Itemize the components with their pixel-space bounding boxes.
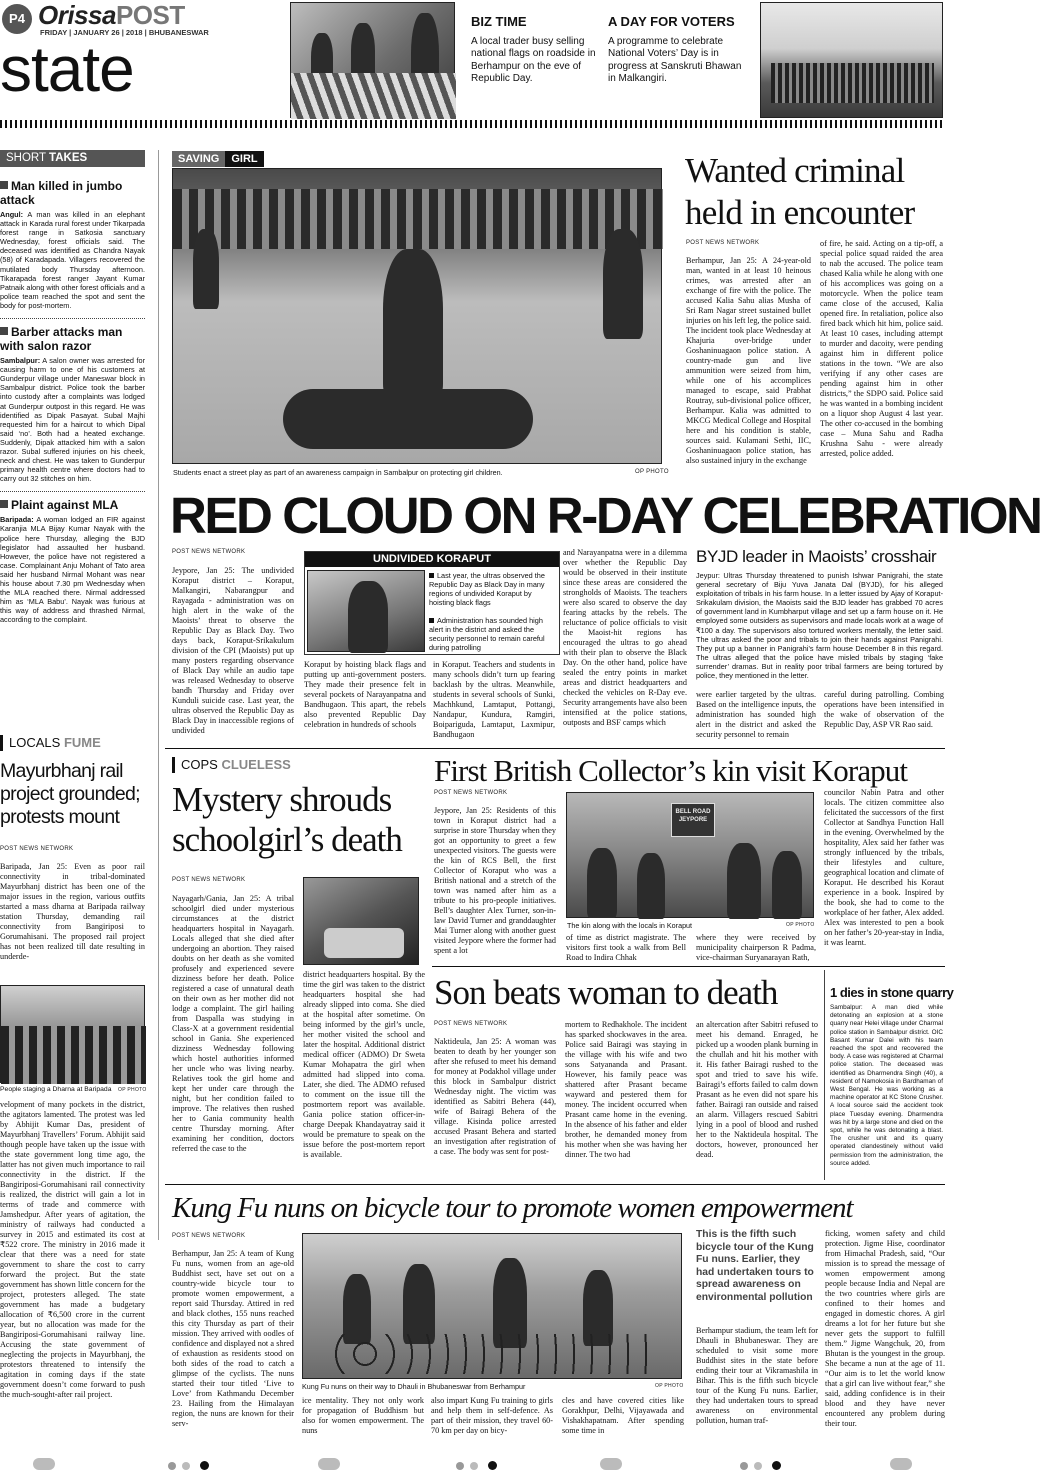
locals-fume-lead: Baripada, Jan 25: Even as poor rail connectivity in tribal-dominated Mayurbhanj district has been one of the major issues in the region, various outfits started a mass dharna at Baripada railway station Thursday, demanding rail connectivity from Bangiriposi to Gorumahisani. The proposed rail project has not been realized till date resulting in underde- (0, 862, 145, 961)
street-play-photo (172, 168, 662, 464)
bullet-square-icon (0, 181, 8, 189)
box-title: UNDIVIDED KORAPUT (305, 552, 559, 567)
hospital-photo (303, 877, 419, 965)
short-take-3-place: Baripada: (0, 515, 34, 525)
cops-byline: POST NEWS NETWORK (172, 877, 246, 883)
short-take-1-body (0, 210, 145, 310)
girl-label: GIRL (225, 151, 263, 167)
red-cloud-col-4: and Narayanpatna were in a dilemma over whether the Republic Day would be observed in their institute since these areas are considered the strongholds of Maoists. The teachers were also scared to observe the day fearing attacks by the rebels. The reluctance of police officials to visit the Maoist-hit regions has encouraged the ultras to go ahead with their plan to observe the Black Day. On the other hand, police have sealed the entry points in market areas and district headquarters and checked the vehicles on R-Day eve. Security arrangements have also been intensified at the police stations, outposts and BSF camps which (563, 548, 687, 727)
short-take-3-head: Plaint against MLA (11, 498, 119, 513)
brand-orissa: Orissa (38, 0, 116, 30)
collector-byline: POST NEWS NETWORK (434, 790, 508, 796)
quarry-headline: 1 dies in stone quarry (830, 985, 954, 1000)
nuns-credit: OP PHOTO (655, 1383, 684, 1389)
teaser-biz-time-title: BIZ TIME (471, 14, 527, 29)
box-bullet-1-text: Last year, the ultras observed the Republic Day as Black Day in many regions of undivided Koraput by hoisting black flags (429, 571, 545, 608)
red-cloud-col-1: Jeypore, Jan 25: The undivided Koraput district – Koraput, Malkangiri, Nabarangpur and Rayagada - administration was on high alert in the wake of the Maoists’ threat to observe the Republic Day as Black Day. Two days back, Koraput-Srikakulum division of the CPI (Maoists) put up many posters regarding observance of Black Day while an audio tape was released Wednesday to observe bandh Thursday and Friday over Kunduli suicide case. Last year, the ultras observed the Republic Day as Black Day in inaccessible regions of undivided (172, 566, 294, 735)
kungfu-pull-quote: This is the fifth such bicycle tour of the Kung Fu nuns. Earlier, they had undertaken tours to spread awareness on environmental pollution (696, 1229, 814, 1303)
cops-headline: Mystery shrouds schoolgirl’s death (172, 780, 402, 859)
wanted-col-1: Berhampur, Jan 25: A 24-year-old man, wanted in at least 10 heinous crimes, was arrested after an exchange of fire with the police. The accused Kalia Sahu alias Musha of Sri Ram Nagar street sustained bullet injuries on his left leg, the police said. The incident took place Wednesday at Khajuria over-bridge under Goshaninuagaon police station. A country-made gun and live ammunition were seized from him, while one of his accomplices managed to escape, said Prabhat Routray, sub-divisional police officer, Berhampur. Kalia was admitted to MKCG Medical College and Hospital here and his condition is stable, sources said. Kulamani Sethi, IIC, Goshaninuagaon police station, has also sustained injury in the exchange (686, 256, 811, 465)
locals-label: LOCALS (9, 735, 61, 750)
dharna-caption: People staging a Dharna at Baripada (0, 1086, 112, 1093)
short-take-1-head: Man killed in jumbo attack (0, 179, 123, 207)
kungfu-col-3: Berhampur stadium, the team left for Dhauli in Bhubaneswar. They are scheduled to visit some more Buddhist sites in the state before ending their tour at Vikramashila in Bihar. This is the fifth such bicycle tour of the Kung Fu nuns. Earlier, they had undertaken tours to spread awareness on environmental pollution, human traf- (696, 1326, 818, 1425)
bell-road-sign: BELL ROAD JEYPORE (671, 803, 715, 837)
short-take-2-headline (0, 325, 145, 353)
masthead-divider (0, 120, 945, 128)
byjd-lead: Jeypur: Ultras Thursday threatened to punish Ishwar Panigrahi, the state general secretary of Biju Yuva Janata Dal (BYJD), for his alleged exploitation of tribals in his farm house. In a letter issued by Ajay of Koraput-Srikakulam division, the Maoists said the BJD leader has grabbed 70 acres of government land in Kumbharput village and set up a farm house on it. He employed some outsiders as supervisors and made locals work at a wage of ₹100 a day. The supervisors also tortured workers mentally, the letter said. The ultras asked the poor and tribals to join their hands against Panigrahi. They put up a banner in Panigrahi’s farm house December 8 in this regard. The ultras alleged that the police have misled tribals by staging ‘fake surrender’ dramas. But in reality poor tribal farmers are being tortured by police, they mentioned in the letter. (696, 571, 943, 681)
bullet-square-icon (0, 500, 8, 508)
short-label: SHORT (6, 152, 46, 164)
maoist-photo (307, 570, 425, 652)
collector-col-2b: where they were received by municipality chairperson R Padma, vice-chairman Suryanarayan Rath, (696, 933, 816, 962)
son-beats-byline: POST NEWS NETWORK (434, 1021, 508, 1027)
takes-label: TAKES (49, 152, 88, 164)
short-take-3-text: A woman lodged an FIR against Karanjia MLA Bijay Kumar Nayak with the police here Thursday, alleging the BJD legislator had assaulted her husband. However, the police have not registered a case. Complainant Anju Mohant of Tato area said her husband Nirmal Mohant was near his house about 7.30 pm Wednesday when the MLA reached there. Nirmal addressed him as ‘MLA Babu’. Nayak was furious at this way of address and thrashed Nirmal, according to the complaint. (0, 515, 145, 625)
street-play-credit: OP PHOTO (635, 469, 669, 475)
kungfu-headline: Kung Fu nuns on bicycle tour to promote women empowerment (172, 1192, 853, 1224)
nuns-caption: Kung Fu nuns on their way to Dhauli in Bhubaneswar from Berhampur (302, 1382, 526, 1391)
byjd-headline: BYJD leader in Maoists’ crosshair (696, 547, 937, 566)
bullet-square-icon (0, 327, 8, 335)
box-bullet-2-text: Administration has sounded high alert in the district and asked the security personnel to remain careful during patrolling (429, 616, 545, 653)
undivided-koraput-box (304, 551, 560, 655)
short-take-1-text: A man was killed in an elephant attack in Karada rural forest under Tikarpada forest range in Satkosia sanctuary Wednesday, forest officials said. The deceased was identified as Chandra Nayak (58) of Karadapada. Villagers recovered the mutilated body Thursday afternoon. Tikarapada forest ranger Jayant Kumar Patnaik along with other forest officials and a police team reached the spot and sent the body for post-mortem. (0, 210, 145, 310)
red-cloud-byline: POST NEWS NETWORK (172, 549, 246, 555)
wanted-col-2: of fire, he said. Acting on a tip-off, a special police squad raided the area to nab the accused. The police team chased Kalia while he along with one of his accomplices was going on a motorcycle. When the police team came close of the accused, Kalia opened fire. In retaliation, police also fired back which hit him, police said. At least 10 cases, including attempt to murder and dacoity, were pending against him in different police stations in the town. “We are also verifying if any other cases are pending against him in other districts,” the SDPO said. Police said he was wanted in a bombing incident on a liquor shop August 4 last year. The other co-accused in the bombing case – Muna Sahu and Radha Krushna Sahu - were already arrested, police added. (820, 239, 943, 458)
masthead (0, 0, 945, 118)
short-take-2-text: A salon owner was arrested for causing harm to one of his customers at Gunderpur village under Maneswar block in Sambalpur district. Police took the barber into custody after a complaints was lodged at Gunderpur outpost in this regard. He was identified as Dipak Pasayat. Subal Majhi requested him for a haircut to which Dipal said ‘no’. Both had a heated exchange. Suddenly, Dipak attacked him with a salon razor. Subal suffered injuries on his cheek, neck and chest. He was taken to Gunderpur primary health centre where doctors had to carry out 32 stitches on him. (0, 356, 145, 484)
collector-col-1: Jeypore, Jan 25: Residents of this town in Koraput district had a surprise in store Thursday when they got an opportunity to greet a few unexpected visitors. The guests were the kin of RCS Bell, the first Collector of Koraput who was a British national and a stretch of the town was named after him as a tribute to his pro-people initiatives. Bell’s daughter Alex Turner, son-in-law David Turner and granddaughter Mai Turner along with another guest visited Jeypore where the former had spent a lot (434, 806, 556, 955)
son-beats-headline: Son beats woman to death (434, 973, 778, 1012)
box-bullet-1 (429, 571, 558, 607)
voters-day-photo (760, 2, 943, 118)
kungfu-col-1: Berhampur, Jan 25: A team of Kung Fu nuns, women from an age-old Buddhist sect, have set out on a country-wide bicycle tour to promote women empowerment, a report said Thursday. Attired in red and black clothes, 155 nuns reached this city Thursday as part of their mission. They arrived with oodles of confidence and displayed not a shred of exhaustion as residents stood on both sides of the road to catch a glimpse of the cyclists. The nuns started their tour titled ‘Live to Love’ from Kathmandu December 23. Hailing from the Himalayan region, the nuns are known for their serv- (172, 1249, 294, 1428)
saving-girl-tag (172, 151, 264, 167)
locals-fume-byline: POST NEWS NETWORK (0, 846, 74, 852)
collector-col-2a: of time as district magistrate. The visitors first took a walk from Bell Road to Indira Chhak (566, 933, 686, 962)
dateline: FRIDAY | JANUARY 26 | 2018 | BHUBANESWAR (40, 28, 209, 37)
koraput-kin-credit: OP PHOTO (786, 922, 815, 928)
registration-marks (0, 1452, 945, 1479)
locals-fume-tag (0, 735, 145, 751)
street-play-caption: Students enact a street play as part of an awareness campaign in Sambalpur on protecting girl children. (173, 468, 503, 477)
koraput-kin-caption: The kin along with the locals in Koraput (567, 921, 693, 930)
son-beats-col-1: Naktideula, Jan 25: A woman was beaten to death by her younger son after she refused to meet his demand for money at Podakhol village under this block in Sambalpur district Wednesday night. The victim was identified as Sabitri Behera (44), wife of Bairagi Behera of the village. Kisinda police arrested accused Prasant Behera and started an investigation after registration of a case. The body was sent for post- (434, 1037, 556, 1156)
clueless-label: CLUELESS (221, 757, 291, 772)
short-take-2-place: Sambalpur: (0, 356, 41, 366)
cops-label: COPS (181, 757, 218, 772)
short-takes-column (0, 150, 145, 720)
son-beats-col-2: mortem to Redhakhole. The incident has sparked shockwaves in the area. Police said Bairagi was staying in the village with his wife and two sons Satyananda and Prasant. However, his family peace was shattered after Prasant became wayward and pestered them for money. The incident occurred when Prasant came home in the evening. In the absence of his father and elder brother, he demanded money from his mother when she was having her dinner. The two had (565, 1020, 687, 1159)
short-take-3-body (0, 515, 145, 624)
cops-col-1: Nayagarh/Gania, Jan 25: A tribal schoolgirl died under mysterious circumstances at the district headquarters hospital in Nayagarh. Locals alleged that she died after undergoing an abortion. They raised doubts on her death as she vomited profusely and experienced severe dizziness before her death. Police registered a case of unnatural death on their own as her mother did not lodge a complaint. The girl hailing from Daspalla was studying in Class-X at a government residential school in Gania. She experienced dizziness Wednesday following which hostel authorities informed her uncle who was living nearby. Relatives took the girl home and kept her under care through the night, but her condition failed to improve. The relatives then rushed her to Gania community health centre Thursday morning. After examining her condition, doctors referred the case to the (172, 894, 294, 1153)
short-takes-label (0, 150, 145, 167)
short-take-2-body (0, 356, 145, 483)
short-take-2-head: Barber attacks man with salon razor (0, 325, 123, 354)
locals-fume-cont: velopment of many pockets in the district, the agitators lamented. The protest was led by Abhijit Kumar Das, president of Mayurbhanj Travellers’ Forum. Abhijit said though people have taken up the issue with the state government long time ago, the latter has not given much importance to rail connectivity in the district. If the Bangiriposi-Gorumahisani rail connectivity is realized, the district will gain a lot in terms of trade and commerce with Jamshedpur. After years of agitation, the ministry of railways had conducted a survey in 2015 and estimated its cost at ₹522 crore. The ministry in 2016 made it clear that there was a need for state government to share the cost to carry forward the project. But the state government has shown little concern for the project, protesters alleged. The state government has made a budgetary allocation of ₹6,500 crore in the current year, but no allocation was made for the Bangiriposi-Gorumahisani railway line. Accusing the state government of neglecting the projects in Mayurbhanj, the protestors threatened to intensify the agitation in coming days if the state government doesn’t come forward to push the much-sought-after rail project. (0, 1100, 145, 1399)
son-beats-col-3: an altercation after Sabitri refused to meet his demand. Enraged, he picked up a wooden plank burning in the chullah and hit his mother with it. His father Bairagi rushed to the spot and tried to save his wife. Bairagi’s efforts failed to calm down Prasant as he even did not spare his father. Bairagi ran outside and raised an alarm. Villagers rescued Sabitri lying in a pool of blood and rushed her to the Naktideula hospital. The doctors, however, pronounced her dead. (696, 1020, 818, 1159)
page-tag: P4 (2, 4, 32, 34)
kungfu-col-2a: ice mentality. They not only work for propagation of Buddhism but also for women empowerment. The nuns (302, 1396, 424, 1435)
short-take-3-headline (0, 498, 145, 512)
collector-col-3: councilor Nabin Patra and other locals. The citizen committee also felicitated the successors of the first Collector at Sandhya Function Hall in the evening. Overwhelmed by the hospitality, Alex said her father was strongly influenced by the tribals, their lifestyles and culture, geographical location and climate of Koraput. He described his Koraut experience in a book. Inspired by the book, she had to come to the workplace of her father, Alex added. Alex was interested to pen a book on her father’s 20-year-stay in India, it was learnt. (824, 788, 944, 947)
section-title: state (0, 33, 134, 105)
cops-col-2: district headquarters hospital. By the time the girl was taken to the district headquarters hospital she had already slipped into coma. She died at the hospital after sometime. On being informed by the girl’s uncle, her mother visited the school and later the hospital. Additional district medical officer (ADMO) Dr Sweta Kumar Mohapatra the girl when admitted had slipped into coma. Later, she died. The ADMO refused to comment on the issue till the postmortem report was available. Gania police station officer-in-charge Deepak Khandayatray said it would be premature to speak on the issue before the post-mortem report is available. (303, 970, 425, 1159)
saving-label: SAVING (172, 151, 225, 167)
kungfu-col-4: ficking, women safety and child protection. Jigme Hise, coordinator from Himachal Pradesh, said, “Our mission is to spread the message of women empowerment among people because India and Nepal are the two countries where girls are confined to their homes and engaged in domestic chores. A girl dreams a lot for her future but she never gets the support to fulfill them.” Jigme Wangchuk, 20, from Bhutan is the youngest in the group. She became a nun at the age of 11. “Our aim is to let the world know that a girl can live without fear,” she said, adding confidence is in their blood and they have never encountered any problem during their tour. (825, 1229, 945, 1428)
wanted-byline: POST NEWS NETWORK (686, 240, 760, 246)
box-bullet-2 (429, 616, 558, 652)
short-take-1-headline (0, 179, 145, 207)
brand-logo (38, 0, 185, 31)
kungfu-byline: POST NEWS NETWORK (172, 1233, 246, 1239)
short-take-1-place: Angul: (0, 210, 24, 219)
koraput-kin-photo (566, 792, 814, 918)
red-cloud-col-2: Koraput by hoisting black flags and putting up anti-government posters. They made their presence felt in several pockets of Narayanpatna and Bandhugaon. This apart, the rebels also prevented Republic Day celebration in hundreds of schools (304, 660, 426, 729)
teaser-voters-title: A DAY FOR VOTERS (608, 14, 735, 29)
brand-post: POST (115, 0, 185, 30)
red-cloud-headline: RED CLOUD ON R-DAY CELEBRATION (170, 487, 1041, 544)
nuns-cycling-photo (302, 1233, 682, 1379)
wanted-headline: Wanted criminal held in encounter (685, 151, 915, 232)
dharna-photo (0, 985, 145, 1083)
red-cloud-col-3: in Koraput. Teachers and students in many schools didn’t turn up fearing backlash by the ultras. Meanwhile, students in several schools of Sunki, Machhkund, Lamtaput, Pottangi, Nandapur, Kundura, Ramgiri, Boipariguda, Lamtaput, Laxmipur, Bandhugaon (433, 660, 555, 739)
teaser-biz-time-text: A local trader busy selling national flags on roadside in Berhampur on the eve of Republic Day. (471, 36, 596, 84)
cops-tag (172, 757, 412, 773)
fume-label: FUME (63, 735, 101, 750)
kungfu-col-2b: also impart Kung Fu training to girls and help them in self-defence. As part of their mission, they travel 60-70 km per day on bicy- (431, 1396, 553, 1435)
locals-fume-headline: Mayurbhanj rail project grounded; protests mount (0, 760, 140, 828)
biz-time-photo (290, 2, 455, 118)
quarry-text: Sambalpur: A man died while detonating an explosion at a stone quarry near Helei village under Charmal police station in Sambalpur district. OIC Basant Kumar Dalei with his team reached the spot and recovered the body. A case was registered at Charmal police station. The deceased was identified as Dharmendra Singh (40), a resident of Namokosia in Bardhaman of West Bengal. He was working as a machine operator at KC Stone Crusher. A local source said the accident took place Tuesday evening. Dharmendra was hit by a large stone and died on the spot, while he was detonating a blast. The crusher unit and its quarry operated clandestinely without valid permission from the administration, the source added. (830, 1004, 943, 1167)
kungfu-col-2c: cles and have covered cities like Gorakhpur, Delhi, Vijayawada and Vishakhapatnam. After spending some time in (562, 1396, 684, 1435)
teaser-voters-text: A programme to celebrate National Voters’ Day is in progress at Sanskruti Bhawan in Malkangiri. (608, 36, 742, 84)
byjd-col-a: were earlier targeted by the ultras. Based on the intelligence inputs, the administration has sounded high alert in the district and asked the security personnel to remain (696, 690, 816, 739)
collector-headline: First British Collector’s kin visit Koraput (434, 753, 908, 788)
dharna-credit: OP PHOTO (118, 1087, 147, 1093)
byjd-col-b: careful during patrolling. Combing operations have been intensified in the wake of observation of the Republic Day, ASP VR Rao said. (824, 690, 944, 729)
